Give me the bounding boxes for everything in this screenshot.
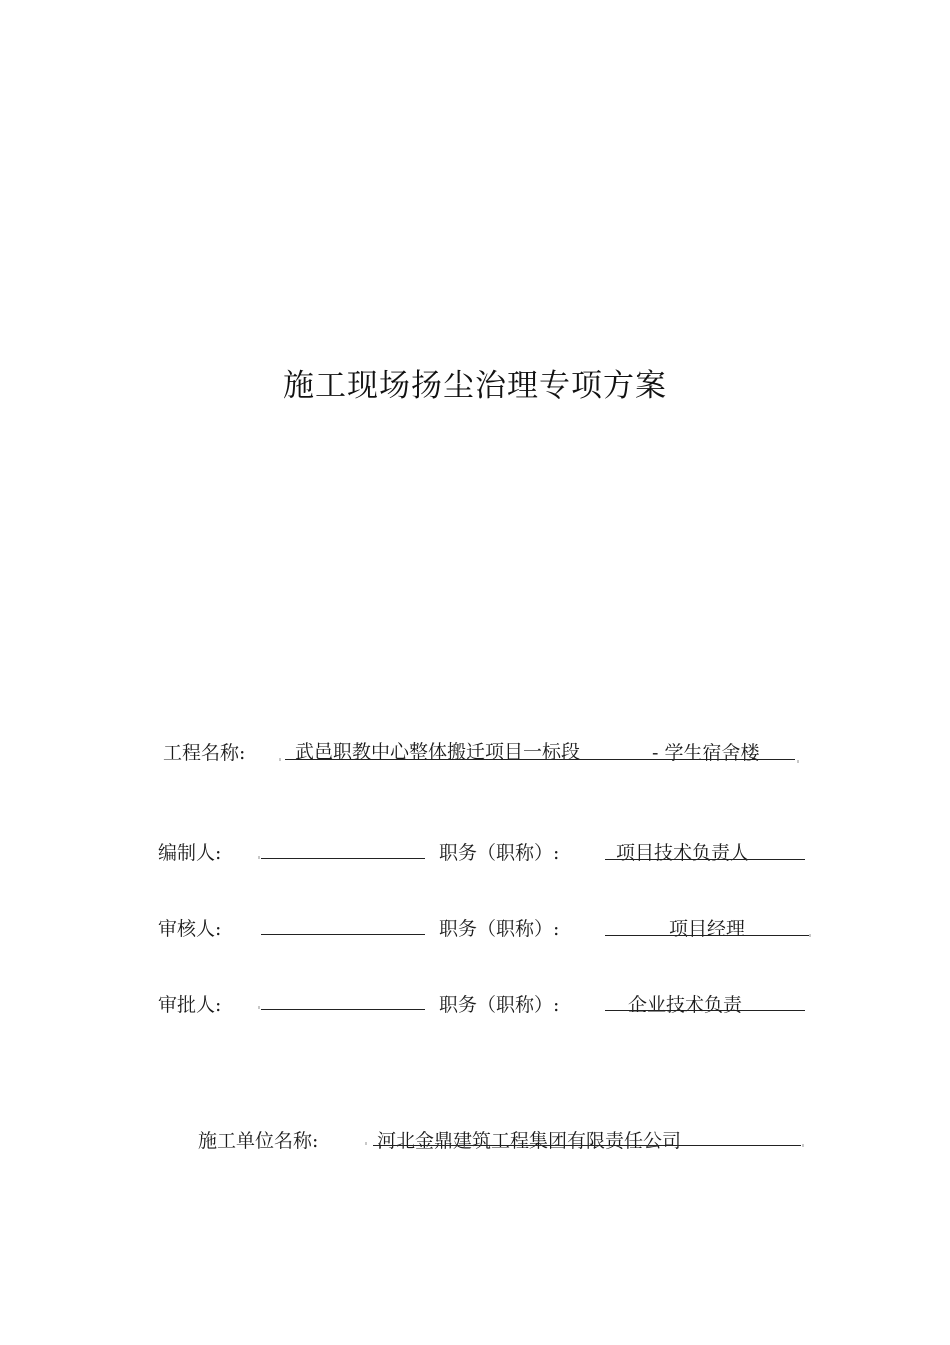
- compiler-position-label: 职务（职称）:: [439, 842, 560, 864]
- approver-name-field: [261, 1009, 425, 1010]
- compiler-name-field: [261, 858, 425, 859]
- company-label: 施工单位名称:: [198, 1130, 319, 1152]
- project-name-suffix: - 学生宿舍楼: [652, 742, 760, 764]
- approver-position-underline: [605, 1010, 805, 1011]
- compiler-position-value: 项目技术负责人: [616, 842, 750, 864]
- reviewer-position-underline: [605, 935, 809, 936]
- document-title: 施工现场扬尘治理专项方案: [283, 368, 667, 404]
- reviewer-position-label: 职务（职称）:: [439, 918, 560, 940]
- field-marker: [797, 760, 799, 763]
- company-name: 河北金鼎建筑工程集团有限责任公司: [377, 1130, 682, 1152]
- approver-label: 审批人:: [158, 994, 222, 1016]
- project-name-value: 武邑职教中心整体搬迁项目一标段: [295, 741, 581, 763]
- field-marker: [258, 1006, 260, 1009]
- compiler-label: 编制人:: [158, 842, 222, 864]
- field-marker: [365, 1142, 367, 1145]
- reviewer-position-value: 项目经理: [669, 918, 746, 940]
- field-marker: [802, 1144, 804, 1147]
- project-name-underline: [285, 759, 795, 760]
- company-name-underline: [373, 1145, 801, 1146]
- reviewer-name-field: [261, 934, 425, 935]
- approver-position-value: 企业技术负责: [628, 994, 743, 1016]
- project-name-label: 工程名称:: [163, 742, 246, 764]
- compiler-position-underline: [605, 859, 805, 860]
- field-marker: [809, 934, 811, 937]
- reviewer-label: 审核人:: [158, 918, 222, 940]
- field-marker: [279, 758, 281, 761]
- approver-position-label: 职务（职称）:: [439, 994, 560, 1016]
- field-marker: [258, 856, 260, 859]
